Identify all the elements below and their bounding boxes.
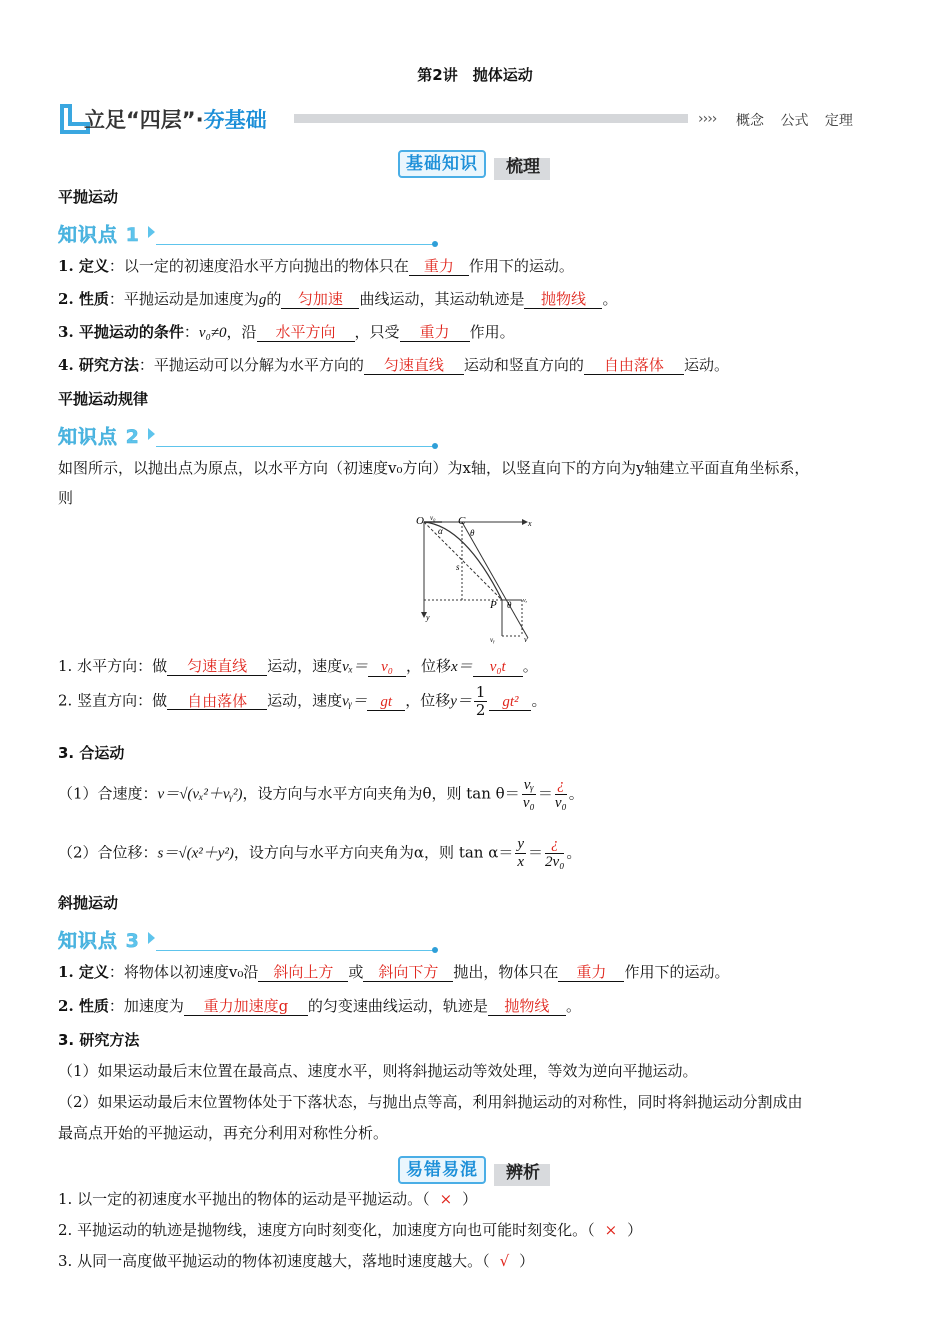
tag-rest: 辨析 <box>506 1163 540 1183</box>
kp1-method: 4. 研究方法：平抛运动可以分解为水平方向的 匀速直线 运动和竖直方向的 自由落体 运动。 <box>58 356 729 374</box>
answer-blank: 重力 <box>558 964 624 982</box>
section-banner <box>58 102 858 138</box>
intro-line: 则 <box>58 489 74 507</box>
svg-text:vₓ: vₓ <box>523 598 528 604</box>
answer-blank: 自由落体 <box>584 357 684 375</box>
banner-left: 立足“四层” <box>84 108 196 132</box>
answer-blank: 抛物线 <box>488 998 566 1016</box>
answer-blank: 重力加速度g <box>184 998 308 1016</box>
composite-motion-title: 3. 合运动 <box>58 744 125 762</box>
answer-blank: 水平方向 <box>257 324 355 342</box>
kp3-property: 2. 性质：加速度为 重力加速度g 的匀变速曲线运动，轨迹是 抛物线 。 <box>58 997 581 1015</box>
law-horizontal: 1. 水平方向：做 匀速直线 运动，速度vₓ＝ v₀ ，位移x＝ v₀t 。 <box>58 657 538 675</box>
tag-rest: 梳理 <box>506 157 540 177</box>
svg-text:θ: θ <box>507 600 512 610</box>
svg-text:θ: θ <box>470 528 475 538</box>
nav-formula: 公式 <box>780 113 809 129</box>
answer-blank: v₀t <box>473 659 523 677</box>
kp3-method-2: （2）如果运动最后末位置物体处于下落状态，与抛出点等高，利用斜抛运动的对称性，同时将斜抛运动分割成由 <box>58 1093 803 1111</box>
cross-mark-icon: × <box>439 1190 453 1208</box>
nav-theorem: 定理 <box>824 113 853 129</box>
svg-text:vᵧ: vᵧ <box>490 636 495 644</box>
kp3-method-1: （1）如果运动最后末位置在最高点、速度水平，则将斜抛运动等效处理，等效为逆向平抛运动。 <box>58 1062 698 1080</box>
answer-blank: 抛物线 <box>524 291 602 309</box>
kp3-definition: 1. 定义：将物体以初速度v₀沿 斜向上方 或 斜向下方 抛出，物体只在 重力 作用下的运动。 <box>58 963 730 981</box>
answer-blank: 重力 <box>409 258 469 276</box>
answer-blank: 匀加速 <box>281 291 359 309</box>
answer-blank: gt² <box>489 694 531 712</box>
check-mark-icon: √ <box>499 1252 510 1270</box>
answer-blank: v₀ <box>368 659 406 677</box>
answer-blank: gt <box>367 694 405 712</box>
kp-label: 知识点 3 <box>58 930 140 952</box>
svg-text:α: α <box>438 526 443 536</box>
projectile-figure <box>410 512 540 644</box>
answer-blank: 斜向上方 <box>258 964 348 982</box>
judge-item: 2. 平抛运动的轨迹是抛物线，速度方向时刻变化，加速度方向也可能时刻变化。（ × ） <box>58 1221 643 1239</box>
composite-velocity: （1）合速度：v＝√(vₓ²＋vᵧ²)，设方向与水平方向夹角为θ，则 tan θ＝ $\frac{\text{vᵧ}}{\text{v₀}}$ ＝ $\frac{¿}{\text{v₀}}$ 。 <box>58 777 584 811</box>
answer-fraction: $\frac{¿}{\text{v₀}}$ <box>554 777 567 811</box>
answer-blank: 匀速直线 <box>167 658 267 676</box>
tag-basic-knowledge <box>398 150 558 178</box>
judge-item: 1. 以一定的初速度水平抛出的物体的运动是平抛运动。（ × ） <box>58 1190 478 1208</box>
answer-fraction: $\frac{¿}{\text{2v₀}}$ <box>545 836 565 870</box>
tag-box: 易错易混 <box>398 1156 486 1184</box>
banner-bar <box>294 114 688 123</box>
answer-blank: 自由落体 <box>167 693 267 711</box>
law-vertical: 2. 竖直方向：做 自由落体 运动，速度vᵧ＝ gt ，位移y＝ $\frac{1}{2}$ gt² 。 <box>58 683 547 719</box>
tag-error-prone <box>398 1156 558 1184</box>
judge-item: 3. 从同一高度做平抛运动的物体初速度越大，落地时速度越大。（ √ ） <box>58 1252 535 1270</box>
page-title: 第2讲 抛体运动 <box>417 66 533 84</box>
composite-displacement: （2）合位移：s＝√(x²＋y²)，设方向与水平方向夹角为α，则 tan α＝ $\frac{y}{x}$ ＝ $\frac{¿}{\text{2v₀}}$ 。 <box>58 836 582 870</box>
answer-blank: 匀速直线 <box>364 357 464 375</box>
intro-line: 如图所示，以抛出点为原点，以水平方向（初速度v₀方向）为x轴，以竖直向下的方向为y轴建立平面直角坐标系， <box>58 459 810 477</box>
kp3-method-title: 3. 研究方法 <box>58 1031 140 1049</box>
section-title: 平抛运动 <box>58 188 119 206</box>
svg-text:s: s <box>456 562 460 572</box>
kp1-definition: 1. 定义：以一定的初速度沿水平方向抛出的物体只在 重力 作用下的运动。 <box>58 257 574 275</box>
knowledge-point-3 <box>58 926 448 956</box>
svg-text:C: C <box>458 515 466 527</box>
fig-label-O: O <box>416 515 424 527</box>
cross-mark-icon: × <box>604 1221 618 1239</box>
knowledge-point-2 <box>58 422 448 452</box>
nav-concept: 概念 <box>736 113 764 129</box>
section-title: 斜抛运动 <box>58 894 119 912</box>
knowledge-point-1 <box>58 220 448 250</box>
kp3-method-2-cont: 最高点开始的平抛运动，再充分利用对称性分析。 <box>58 1124 389 1142</box>
svg-text:x: x <box>528 519 532 528</box>
banner-arrows-icon: ›››› <box>698 111 717 127</box>
fraction: $\frac{1}{2}$ <box>475 683 486 719</box>
svg-text:v₀: v₀ <box>430 514 436 522</box>
section-title: 平抛运动规律 <box>58 390 149 408</box>
kp1-property: 2. 性质：平抛运动是加速度为g的 匀加速 曲线运动，其运动轨迹是 抛物线 。 <box>58 290 618 308</box>
banner-right: 夯基础 <box>203 108 267 132</box>
kp-label: 知识点 1 <box>58 224 140 246</box>
tag-box: 基础知识 <box>398 150 486 178</box>
svg-text:v: v <box>524 635 528 644</box>
kp-label: 知识点 2 <box>58 426 140 448</box>
answer-blank: 重力 <box>400 324 470 342</box>
banner-dot: · <box>195 108 204 132</box>
answer-blank: 斜向下方 <box>363 964 453 982</box>
kp1-condition: 3. 平抛运动的条件：v₀≠0，沿 水平方向 ，只受 重力 作用。 <box>58 323 515 341</box>
svg-text:P: P <box>490 599 497 611</box>
svg-text:y: y <box>426 613 430 622</box>
